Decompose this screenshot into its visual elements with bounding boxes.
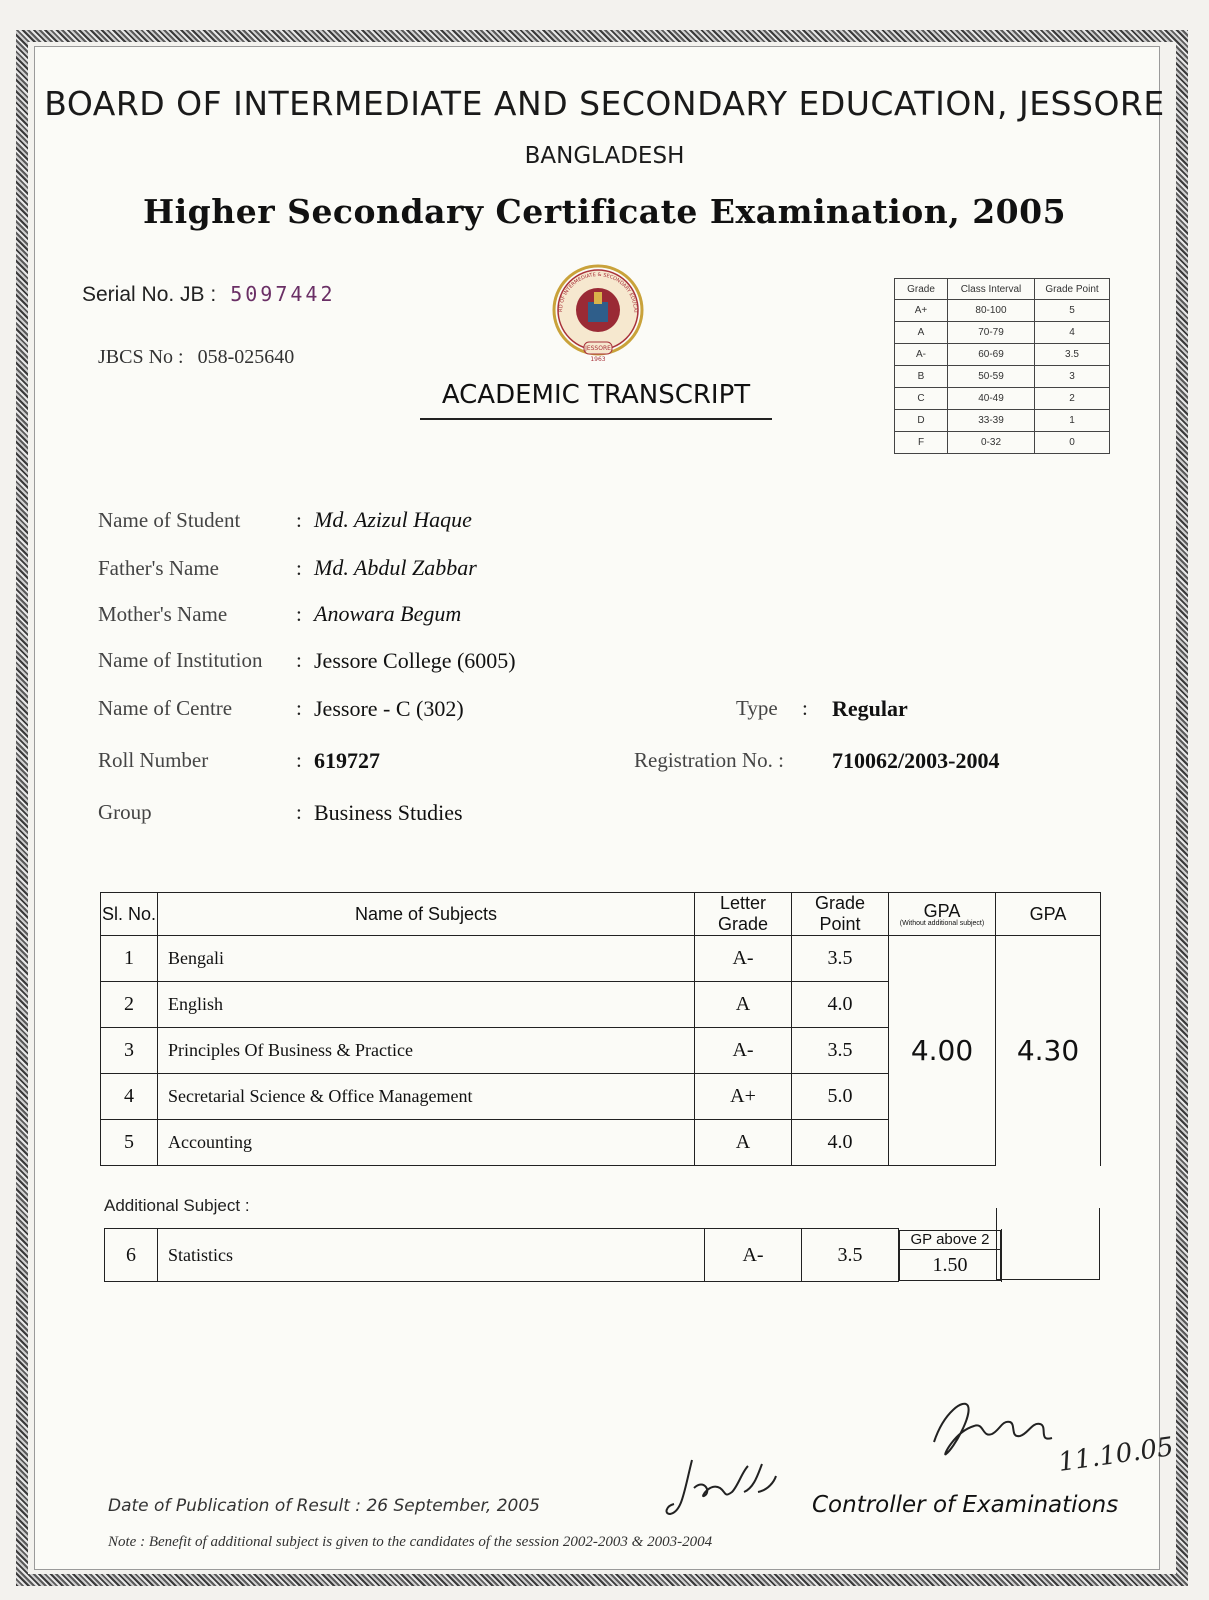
subject-grade-point: 3.5: [792, 936, 889, 982]
subject-name: Accounting: [158, 1120, 695, 1166]
grade-scale-cell: 2: [1035, 388, 1110, 410]
type-label: Type: [736, 696, 778, 720]
subject-sl: 1: [101, 936, 158, 982]
gpa-column-extension: [996, 1208, 1100, 1280]
colon: :: [296, 648, 302, 672]
subject-name: Principles Of Business & Practice: [158, 1028, 695, 1074]
exam-title: Higher Secondary Certificate Examination, 2005: [142, 192, 1067, 231]
jbcs-value: 058-025640: [197, 346, 295, 368]
grade-scale-row: [895, 322, 1110, 344]
grade-scale-row: [895, 366, 1110, 388]
grade-scale-header: [895, 279, 1110, 300]
grade-scale-row: [895, 410, 1110, 432]
additional-subject-label: Additional Subject :: [104, 1196, 250, 1215]
colon: :: [296, 602, 302, 626]
grade-scale-row: [895, 300, 1110, 322]
father-name-label: Father's Name: [98, 556, 219, 580]
roll-number: 619727: [314, 748, 380, 773]
signature-date: 11.10.05: [1056, 1432, 1176, 1478]
colon: :: [296, 508, 302, 532]
colon: :: [802, 696, 808, 720]
grade-scale-cell: 50-59: [948, 366, 1035, 388]
subject-grade-point: 3.5: [792, 1028, 889, 1074]
subject-letter-grade: A-: [695, 936, 792, 982]
gp-above-box: [899, 1230, 1001, 1281]
serial-value: 5097442: [230, 282, 336, 306]
publication-date-label: Date of Publication of Result :: [108, 1496, 362, 1516]
grade-scale-cell: 3: [1035, 366, 1110, 388]
colon: :: [296, 696, 302, 720]
subject-name: English: [158, 982, 695, 1028]
student-name: Md. Azizul Haque: [314, 507, 472, 532]
registration-number: 710062/2003-2004: [832, 748, 1000, 773]
subject-sl: 4: [101, 1074, 158, 1120]
mother-name: Anowara Begum: [314, 601, 462, 626]
grade-scale-cell: 0-32: [948, 432, 1035, 454]
col-letter-grade: Letter Grade: [695, 893, 792, 936]
serial-label: Serial No. JB :: [82, 283, 217, 306]
grade-scale-cell: A+: [895, 300, 948, 322]
grade-scale-col-point: Grade Point: [1035, 279, 1110, 300]
additional-subject-table: [104, 1228, 1002, 1282]
grade-scale-cell: 0: [1035, 432, 1110, 454]
gp-above-value: 1.50: [932, 1253, 968, 1276]
subject-letter-grade: A: [695, 982, 792, 1028]
subject-letter-grade: A: [695, 1120, 792, 1166]
subject-grade-point: 4.0: [792, 982, 889, 1028]
grade-scale-cell: 3.5: [1035, 344, 1110, 366]
seal-top-text: RD OF INTERMEDIATE & SECONDARY EDUCAT: [557, 271, 639, 314]
subject-sl: 2: [101, 982, 158, 1028]
grade-scale-cell: 40-49: [948, 388, 1035, 410]
institution-label: Name of Institution: [98, 648, 263, 672]
type-value: Regular: [832, 696, 908, 721]
grade-scale-cell: 70-79: [948, 322, 1035, 344]
grade-scale-row: [895, 388, 1110, 410]
col-sl: Sl. No.: [101, 893, 158, 936]
board-seal-icon: [548, 262, 648, 362]
grade-scale-col-interval: Class Interval: [948, 279, 1035, 300]
benefit-note: Note : Benefit of additional subject is given to the candidates of the session 2002-2003 & 2003-2004: [108, 1534, 713, 1550]
seal-year: 1963: [590, 356, 606, 362]
father-name: Md. Abdul Zabbar: [314, 555, 477, 580]
subject-grade-point: 3.5: [802, 1229, 899, 1282]
subject-grade-point: 4.0: [792, 1120, 889, 1166]
centre-label: Name of Centre: [98, 696, 233, 720]
col-gpa: GPA: [996, 893, 1101, 936]
col-subject: Name of Subjects: [158, 893, 695, 936]
grade-scale-cell: 80-100: [948, 300, 1035, 322]
student-name-label: Name of Student: [98, 508, 241, 532]
grade-scale-row: [895, 432, 1110, 454]
group-label: Group: [98, 800, 152, 824]
gp-above-cell: [899, 1229, 1002, 1282]
controller-title: Controller of Examinations: [812, 1492, 1119, 1518]
grade-scale-cell: 60-69: [948, 344, 1035, 366]
subject-sl: 5: [101, 1120, 158, 1166]
grade-scale-cell: A: [895, 322, 948, 344]
gp-above-label: GP above 2: [900, 1231, 1000, 1250]
institution-name: Jessore College (6005): [314, 648, 516, 673]
roll-label: Roll Number: [98, 748, 209, 772]
subject-name: Bengali: [158, 936, 695, 982]
subject-name: Statistics: [158, 1229, 705, 1282]
gpa-without-additional-value: 4.00: [889, 936, 996, 1166]
mother-name-label: Mother's Name: [98, 602, 228, 626]
serial-number: [82, 282, 336, 307]
signature-controller-icon: [924, 1392, 1064, 1472]
grade-scale-cell: 5: [1035, 300, 1110, 322]
jbcs-number: [98, 346, 294, 369]
grade-scale-row: [895, 344, 1110, 366]
gpa-value: 4.30: [996, 936, 1101, 1166]
col-gpa-without-additional-label: GPA: [923, 900, 961, 921]
colon: :: [296, 800, 302, 824]
grade-scale-cell: F: [895, 432, 948, 454]
subject-grade-point: 5.0: [792, 1074, 889, 1120]
grade-scale-cell: A-: [895, 344, 948, 366]
grade-scale-cell: 4: [1035, 322, 1110, 344]
grade-scale-cell: B: [895, 366, 948, 388]
registration-label: Registration No. :: [634, 748, 784, 772]
subjects-header-row: [101, 893, 1101, 936]
centre-name: Jessore - C (302): [314, 696, 464, 721]
col-grade-point: Grade Point: [792, 893, 889, 936]
jbcs-label: JBCS No :: [98, 346, 184, 368]
publication-date: 26 September, 2005: [366, 1496, 540, 1516]
grade-scale-col-grade: Grade: [895, 279, 948, 300]
colon: :: [296, 556, 302, 580]
subject-sl: 3: [101, 1028, 158, 1074]
subject-letter-grade: A-: [705, 1229, 802, 1282]
subject-letter-grade: A+: [695, 1074, 792, 1120]
group-name: Business Studies: [314, 800, 463, 825]
board-name: BOARD OF INTERMEDIATE AND SECONDARY EDUCATION, JESSORE: [44, 84, 1165, 123]
col-gpa-without-additional-note: (Without additional subject): [899, 919, 985, 927]
subject-letter-grade: A-: [695, 1028, 792, 1074]
col-gpa-without-additional: [889, 893, 996, 936]
subject-name: Secretarial Science & Office Management: [158, 1074, 695, 1120]
grade-scale-table: [894, 278, 1110, 454]
colon: :: [296, 748, 302, 772]
grade-scale-cell: C: [895, 388, 948, 410]
grade-scale-cell: D: [895, 410, 948, 432]
document-title: ACADEMIC TRANSCRIPT: [420, 380, 772, 420]
additional-subject-row: [105, 1229, 1002, 1282]
grade-scale-cell: 1: [1035, 410, 1110, 432]
signature-left-icon: [664, 1452, 784, 1532]
subject-sl: 6: [105, 1229, 158, 1282]
subjects-table: [100, 892, 1101, 1166]
publication-date-line: [108, 1496, 540, 1516]
seal-bottom-text: JESSORE: [585, 345, 611, 352]
subject-row: [101, 936, 1101, 982]
country-name: BANGLADESH: [524, 143, 685, 169]
grade-scale-cell: 33-39: [948, 410, 1035, 432]
